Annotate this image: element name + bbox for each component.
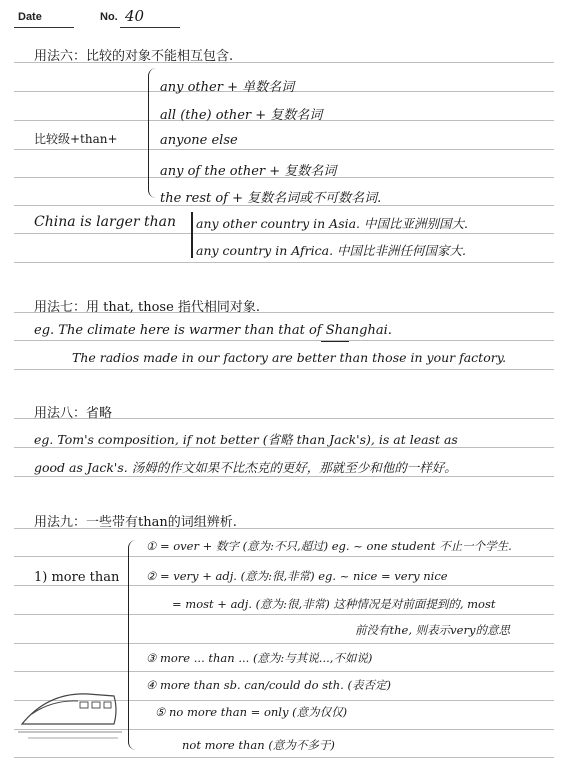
ruled-line	[14, 476, 554, 477]
usage7-title: 用法七：用 that, those 指代相同对象.	[34, 300, 261, 315]
item-5b: not more than (意为不多于)	[182, 738, 335, 752]
ruled-line	[14, 233, 554, 234]
item-4: ④ more than sb. can/could do sth. (表否定)	[146, 678, 391, 692]
page-number: 40	[125, 7, 145, 25]
ruled-line	[14, 757, 554, 758]
option-3: anyone else	[160, 133, 238, 148]
ruled-line	[14, 369, 554, 370]
options-bracket	[148, 68, 159, 198]
usage8-line-1: eg. Tom's composition, if not better (省略 than Jack's), is at least as	[34, 432, 458, 447]
item-2b: = most + adj. (意为:很,非常) 这种情况是对前面提到的, most	[172, 597, 496, 611]
usage7-example-2: The radios made in our factory are better than those in your factory.	[72, 350, 507, 365]
that-underline	[321, 341, 349, 342]
no-underline	[120, 27, 180, 28]
ruled-line	[14, 671, 554, 672]
ruled-line	[14, 585, 554, 586]
ruled-line	[14, 149, 554, 150]
ruled-line	[14, 556, 554, 557]
ruled-line	[14, 643, 554, 644]
item-2c: 前没有the, 则表示very的意思	[355, 623, 510, 637]
usage7-example-1: eg. The climate here is warmer than that of Shanghai.	[34, 323, 392, 338]
option-2: all (the) other + 复数名词	[160, 108, 323, 123]
example-divider	[191, 212, 193, 258]
usage6-title: 用法六：比较的对象不能相互包含.	[34, 49, 234, 64]
item-5: ⑤ no more than = only (意为仅仅)	[155, 705, 348, 719]
item-3: ③ more ... than ... (意为:与其说...,不如说)	[146, 651, 373, 665]
usage8-line-2: good as Jack's. 汤姆的作文如果不比杰克的更好，那就至少和他的一样好。	[34, 460, 457, 475]
example-line-2: any country in Africa. 中国比非洲任何国家大.	[196, 243, 467, 258]
item-1: ① = over + 数字 (意为:不只,超过) eg. ~ one student 不止一个学生.	[146, 539, 512, 553]
formula-label: 比较级+than+	[34, 132, 118, 146]
no-label: No.	[100, 11, 118, 23]
more-than-label: 1) more than	[34, 570, 120, 585]
more-than-bracket	[128, 540, 139, 750]
ruled-line	[14, 340, 554, 341]
option-1: any other + 单数名词	[160, 80, 295, 95]
item-2: ② = very + adj. (意为:很,非常) eg. ~ nice = very nice	[146, 569, 448, 583]
option-5: the rest of + 复数名词或不可数名词.	[160, 191, 382, 206]
date-label: Date	[18, 11, 42, 23]
usage8-title: 用法八：省略	[34, 406, 113, 421]
example-prefix: China is larger than	[34, 214, 177, 230]
ruled-line	[14, 614, 554, 615]
example-line-1: any other country in Asia. 中国比亚洲别国大.	[196, 216, 468, 231]
train-icon	[18, 684, 122, 746]
date-underline	[14, 27, 74, 28]
usage9-title: 用法九：一些带有than的词组辨析.	[34, 515, 237, 530]
option-4: any of the other + 复数名词	[160, 164, 337, 179]
ruled-line	[14, 262, 554, 263]
